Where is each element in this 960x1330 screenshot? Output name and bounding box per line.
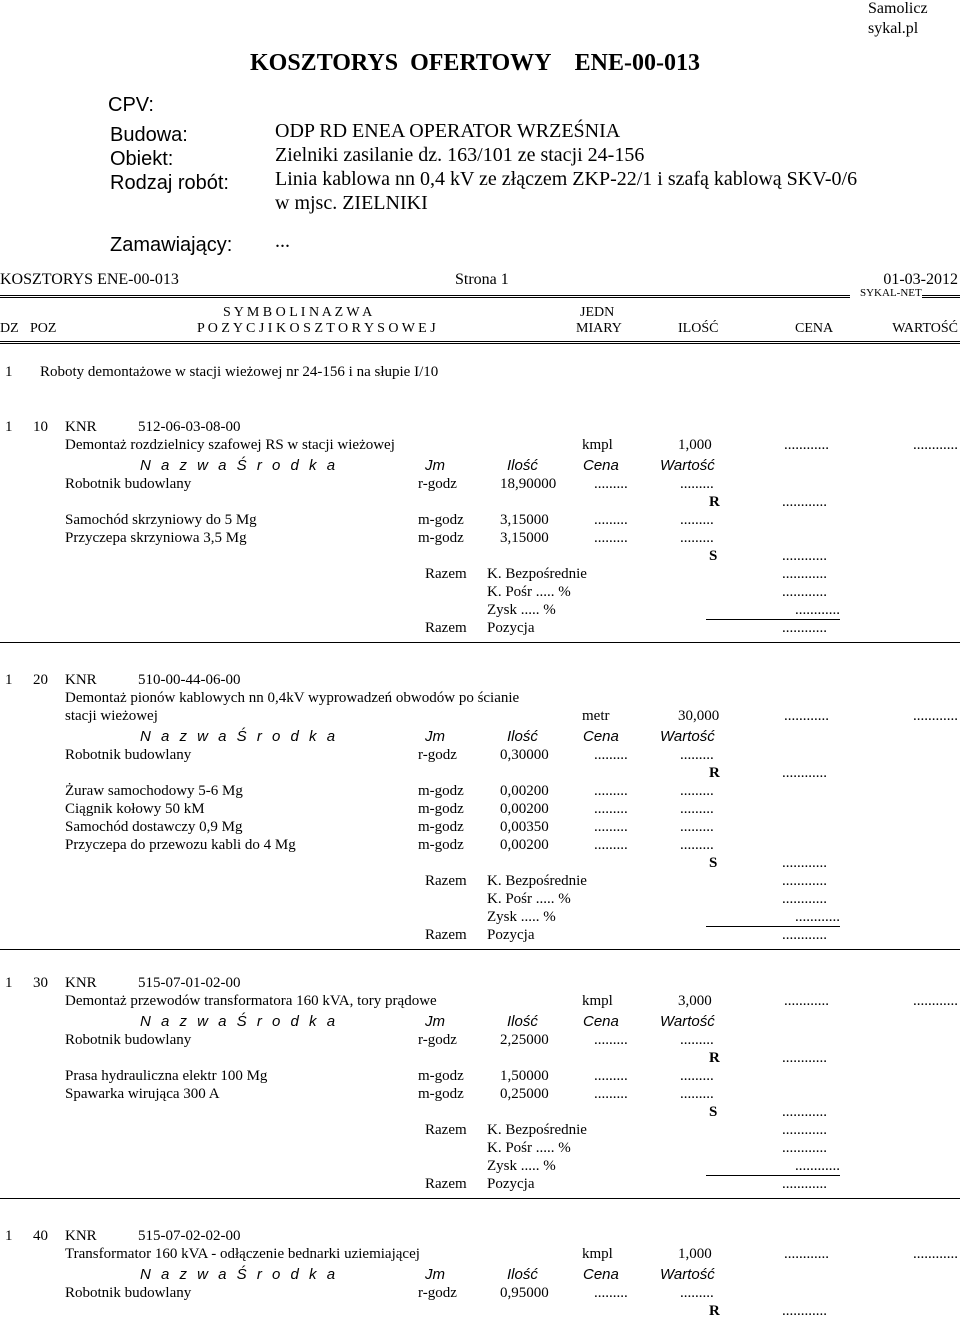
resource-price: ......... [594,783,628,799]
resource-value: ......... [680,783,714,799]
resource-qty: 18,90000 [500,476,557,492]
resource-value: ......... [680,819,714,835]
brand-line-1: Samolicz [868,0,928,17]
resource-price: ......... [594,837,628,853]
position-value: ............ [913,437,958,453]
razem-label: Razem [425,566,467,582]
subheader-name: N a z w a Ś r o d k a [140,1013,339,1030]
resource-value: ......... [680,1032,714,1048]
col-dz: DZ [0,321,19,336]
resource-price: ......... [594,476,628,492]
profit-value: ............ [706,909,840,927]
document-title: KOSZTORYS OFERTOWY ENE-00-013 [250,50,700,76]
resource-qty: 0,00350 [500,819,549,835]
page-header-date: 01-03-2012 [883,271,958,288]
subtotal-s-label: S [709,548,718,564]
subheader-cena: Cena [583,728,619,745]
position-knr: KNR [65,419,97,435]
header-rule [0,295,850,298]
header-rule-right [922,295,960,298]
resource-name: Robotnik budowlany [65,1285,192,1301]
razem-label: Razem [425,927,467,943]
resource-price: ......... [594,530,628,546]
position-description: Demontaż pionów kablowych nn 0,4kV wyprowadzeń obwodów po ścianie [65,690,520,706]
position-description: Transformator 160 kVA - odłączenie bednarki uziemiającej [65,1246,420,1262]
profit-label: Zysk ..... % [487,602,556,618]
col-symbol-2: P O Z Y C J I K O S Z T O R Y S O W E J [197,321,436,336]
position-code: 512-06-03-08-00 [138,419,241,435]
indirect-cost-label: K. Pośr ..... % [487,584,571,600]
position-qty: 30,000 [678,708,720,724]
resource-jm: m-godz [418,1086,464,1102]
brand-line-2: sykal.pl [868,20,919,37]
field-label-obiekt: Obiekt: [110,148,174,170]
position-unit: kmpl [582,437,613,453]
resource-name: Robotnik budowlany [65,1032,192,1048]
resource-name: Samochód skrzyniowy do 5 Mg [65,512,257,528]
resource-value: ......... [680,530,714,546]
subheader-ilosc: Ilość [507,1266,538,1283]
resource-jm: r-godz [418,476,457,492]
resource-price: ......... [594,819,628,835]
resource-qty: 0,30000 [500,747,549,763]
razem-label: Razem [425,873,467,889]
page-header-center: Strona 1 [455,271,509,288]
position-price: ............ [784,993,829,1009]
subtotal-s-label: S [709,855,718,871]
position-dz: 1 [5,672,13,688]
page-header-brand: SYKAL-NET [860,287,922,299]
subheader-name: N a z w a Ś r o d k a [140,728,339,745]
subtotal-s-value: ............ [782,1104,827,1120]
resource-jm: r-godz [418,747,457,763]
subheader-jm: Jm [425,1266,445,1283]
direct-cost-label: K. Bezpośrednie [487,1122,587,1138]
resource-value: ......... [680,747,714,763]
col-poz: POZ [30,321,57,336]
resource-name: Żuraw samochodowy 5-6 Mg [65,783,243,799]
profit-label: Zysk ..... % [487,909,556,925]
position-code: 515-07-01-02-00 [138,975,241,991]
position-poz: 10 [33,419,48,435]
resource-price: ......... [594,747,628,763]
subtotal-s-label: S [709,1104,718,1120]
resource-qty: 3,15000 [500,530,549,546]
position-price: ............ [784,708,829,724]
profit-value: ............ [706,1158,840,1176]
field-label-budowa: Budowa: [110,124,188,146]
field-value-rodzaj-cont: w mjsc. ZIELNIKI [275,192,428,214]
resource-jm: m-godz [418,837,464,853]
resource-price: ......... [594,801,628,817]
resource-name: Prasa hydrauliczna elektr 100 Mg [65,1068,268,1084]
subtotal-r-value: ............ [782,1303,827,1319]
resource-qty: 0,00200 [500,801,549,817]
position-total-value: ............ [782,1176,827,1192]
resource-jm: m-godz [418,530,464,546]
resource-name: Przyczepa skrzyniowa 3,5 Mg [65,530,247,546]
position-dz: 1 [5,1228,13,1244]
resource-price: ......... [594,1032,628,1048]
position-total-value: ............ [782,620,827,636]
resource-name: Ciągnik kołowy 50 kM [65,801,205,817]
position-description: Demontaż przewodów transformatora 160 kVA, tory prądowe [65,993,437,1009]
profit-label: Zysk ..... % [487,1158,556,1174]
position-price: ............ [784,1246,829,1262]
col-cena: CENA [795,321,834,336]
indirect-cost-label: K. Pośr ..... % [487,1140,571,1156]
position-unit: metr [582,708,610,724]
subheader-wartosc: Wartość [660,1266,715,1283]
position-qty: 3,000 [678,993,712,1009]
indirect-cost-value: ............ [782,1140,827,1156]
resource-price: ......... [594,512,628,528]
resource-jm: m-godz [418,819,464,835]
section-number: 1 [5,364,13,380]
position-description: Demontaż rozdzielnicy szafowej RS w stacji wieżowej [65,437,395,453]
resource-value: ......... [680,512,714,528]
position-knr: KNR [65,672,97,688]
profit-value: ............ [706,602,840,620]
resource-value: ......... [680,1285,714,1301]
field-value-budowa: ODP RD ENEA OPERATOR WRZEŚNIA [275,120,621,142]
razem-label: Razem [425,620,467,636]
col-wartosc: WARTOŚĆ [892,321,958,336]
subheader-name: N a z w a Ś r o d k a [140,457,339,474]
resource-jm: m-godz [418,783,464,799]
field-value-obiekt: Zielniki zasilanie dz. 163/101 ze stacji 24-156 [275,144,645,166]
indirect-cost-value: ............ [782,584,827,600]
position-poz: 30 [33,975,48,991]
subheader-wartosc: Wartość [660,728,715,745]
resource-name: Spawarka wirująca 300 A [65,1086,220,1102]
subtotal-r-label: R [709,1303,720,1319]
page-header-left: KOSZTORYS ENE-00-013 [0,271,179,288]
position-dz: 1 [5,419,13,435]
position-total-label: Pozycja [487,927,535,943]
resource-qty: 1,50000 [500,1068,549,1084]
resource-qty: 3,15000 [500,512,549,528]
col-jedn-2: MIARY [576,321,622,336]
subtotal-r-label: R [709,765,720,781]
direct-cost-value: ............ [782,566,827,582]
position-unit: kmpl [582,993,613,1009]
resource-value: ......... [680,1068,714,1084]
subtotal-r-value: ............ [782,1050,827,1066]
resource-jm: m-godz [418,801,464,817]
field-value-rodzaj: Linia kablowa nn 0,4 kV ze złączem ZKP-22/1 i szafą kablową SKV-0/6 [275,168,858,190]
resource-name: Robotnik budowlany [65,747,192,763]
resource-jm: m-godz [418,512,464,528]
subheader-name: N a z w a Ś r o d k a [140,1266,339,1283]
subheader-cena: Cena [583,457,619,474]
col-ilosc: ILOŚĆ [678,321,719,336]
resource-qty: 0,95000 [500,1285,549,1301]
header-rule-bottom [0,341,960,344]
subheader-cena: Cena [583,1013,619,1030]
resource-qty: 0,25000 [500,1086,549,1102]
position-value: ............ [913,1246,958,1262]
position-unit: kmpl [582,1246,613,1262]
position-poz: 40 [33,1228,48,1244]
position-knr: KNR [65,975,97,991]
field-label-rodzaj: Rodzaj robót: [110,172,229,194]
resource-qty: 0,00200 [500,837,549,853]
razem-label: Razem [425,1176,467,1192]
position-separator [0,1198,960,1199]
subheader-ilosc: Ilość [507,728,538,745]
direct-cost-label: K. Bezpośrednie [487,873,587,889]
position-code: 515-07-02-02-00 [138,1228,241,1244]
col-symbol-1: S Y M B O L I N A Z W A [223,305,373,320]
resource-price: ......... [594,1285,628,1301]
resource-value: ......... [680,476,714,492]
subtotal-r-label: R [709,1050,720,1066]
indirect-cost-label: K. Pośr ..... % [487,891,571,907]
position-total-value: ............ [782,927,827,943]
subheader-ilosc: Ilość [507,457,538,474]
resource-qty: 2,25000 [500,1032,549,1048]
resource-jm: r-godz [418,1285,457,1301]
resource-value: ......... [680,1086,714,1102]
razem-label: Razem [425,1122,467,1138]
field-label-zamawiajacy: Zamawiający: [110,234,233,256]
subheader-jm: Jm [425,728,445,745]
subheader-cena: Cena [583,1266,619,1283]
subtotal-s-value: ............ [782,855,827,871]
subtotal-r-value: ............ [782,494,827,510]
subheader-ilosc: Ilość [507,1013,538,1030]
position-poz: 20 [33,672,48,688]
resource-name: Samochód dostawczy 0,9 Mg [65,819,243,835]
direct-cost-value: ............ [782,873,827,889]
position-qty: 1,000 [678,437,712,453]
resource-price: ......... [594,1068,628,1084]
position-price: ............ [784,437,829,453]
position-qty: 1,000 [678,1246,712,1262]
position-separator [0,642,960,643]
resource-name: Robotnik budowlany [65,476,192,492]
direct-cost-value: ............ [782,1122,827,1138]
subheader-wartosc: Wartość [660,457,715,474]
position-value: ............ [913,993,958,1009]
resource-jm: r-godz [418,1032,457,1048]
position-code: 510-00-44-06-00 [138,672,241,688]
subtotal-r-label: R [709,494,720,510]
subtotal-r-value: ............ [782,765,827,781]
position-knr: KNR [65,1228,97,1244]
cpv-label: CPV: [108,94,154,116]
subtotal-s-value: ............ [782,548,827,564]
col-jedn-1: JEDN [580,305,615,320]
resource-qty: 0,00200 [500,783,549,799]
resource-price: ......... [594,1086,628,1102]
resource-jm: m-godz [418,1068,464,1084]
position-total-label: Pozycja [487,1176,535,1192]
resource-name: Przyczepa do przewozu kabli do 4 Mg [65,837,296,853]
position-separator [0,949,960,950]
position-total-label: Pozycja [487,620,535,636]
resource-value: ......... [680,837,714,853]
subheader-wartosc: Wartość [660,1013,715,1030]
section-title: Roboty demontażowe w stacji wieżowej nr 24-156 i na słupie I/10 [40,364,439,380]
position-value: ............ [913,708,958,724]
position-description: stacji wieżowej [65,708,158,724]
subheader-jm: Jm [425,1013,445,1030]
resource-value: ......... [680,801,714,817]
position-dz: 1 [5,975,13,991]
indirect-cost-value: ............ [782,891,827,907]
direct-cost-label: K. Bezpośrednie [487,566,587,582]
field-value-zamawiajacy: ... [275,230,290,252]
subheader-jm: Jm [425,457,445,474]
